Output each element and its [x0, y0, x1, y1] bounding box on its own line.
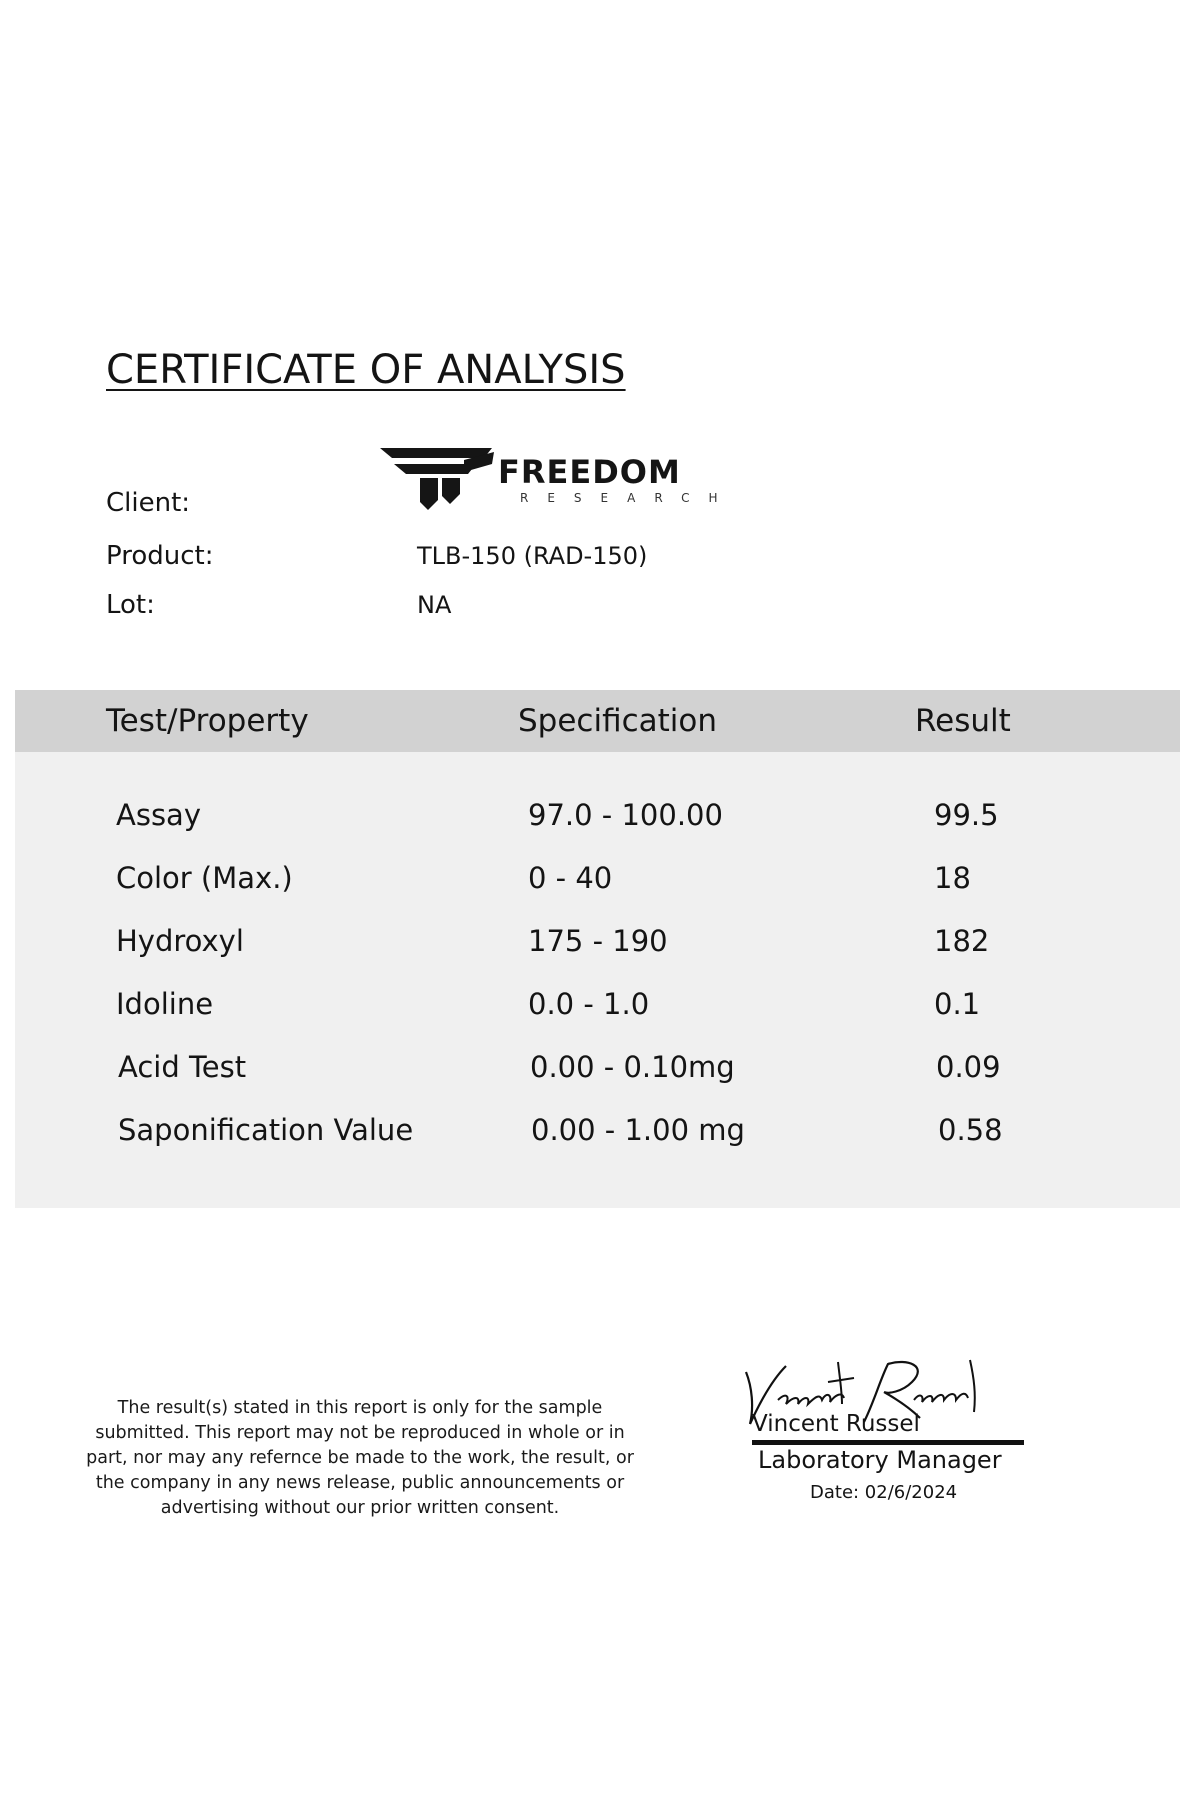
row-acid-test-result: 0.09 — [936, 1050, 1001, 1084]
logo-wordmark: FREEDOM — [498, 453, 681, 491]
signature-line — [752, 1440, 1024, 1445]
signature-date: Date: 02/6/2024 — [810, 1482, 958, 1503]
row-hydroxyl-specification: 175 - 190 — [528, 924, 668, 958]
column-header-specification: Specification — [518, 703, 718, 739]
row-acid-test-test: Acid Test — [118, 1050, 247, 1084]
column-header-test: Test/Property — [106, 703, 309, 739]
product-label: Product: — [106, 541, 214, 571]
row-color-test: Color (Max.) — [116, 861, 293, 895]
row-saponification-test: Saponification Value — [118, 1113, 414, 1147]
row-color-result: 18 — [934, 861, 971, 895]
row-hydroxyl-result: 182 — [934, 924, 990, 958]
signatory-name: Vincent Russel — [752, 1411, 920, 1437]
row-assay-specification: 97.0 - 100.00 — [528, 798, 723, 832]
column-header-result: Result — [915, 703, 1011, 739]
row-idoline-result: 0.1 — [934, 987, 981, 1021]
lot-value: NA — [417, 591, 452, 619]
row-saponification-specification: 0.00 - 1.00 mg — [531, 1113, 745, 1147]
logo-subtitle: RESEARCH — [520, 491, 737, 505]
row-hydroxyl-test: Hydroxyl — [116, 924, 244, 958]
row-assay-test: Assay — [116, 798, 201, 832]
row-idoline-test: Idoline — [116, 987, 214, 1021]
row-color-specification: 0 - 40 — [528, 861, 613, 895]
signatory-role: Laboratory Manager — [758, 1446, 1002, 1474]
freedom-research-logo-icon — [380, 440, 498, 512]
page-title: CERTIFICATE OF ANALYSIS — [106, 347, 626, 393]
row-assay-result: 99.5 — [934, 798, 999, 832]
lot-label: Lot: — [106, 590, 155, 620]
client-logo — [380, 440, 750, 518]
row-acid-test-specification: 0.00 - 0.10mg — [530, 1050, 735, 1084]
row-saponification-result: 0.58 — [938, 1113, 1003, 1147]
client-label: Client: — [106, 488, 191, 518]
row-idoline-specification: 0.0 - 1.0 — [528, 987, 650, 1021]
product-value: TLB-150 (RAD-150) — [417, 542, 648, 570]
disclaimer-text: The result(s) stated in this report is only for the sample submitted. This report may not be reproduced in whole or in part, nor may any refernce be made to the work, the result, or the company in any news release, public announcements or advertising without our prior written consent. — [86, 1398, 634, 1518]
